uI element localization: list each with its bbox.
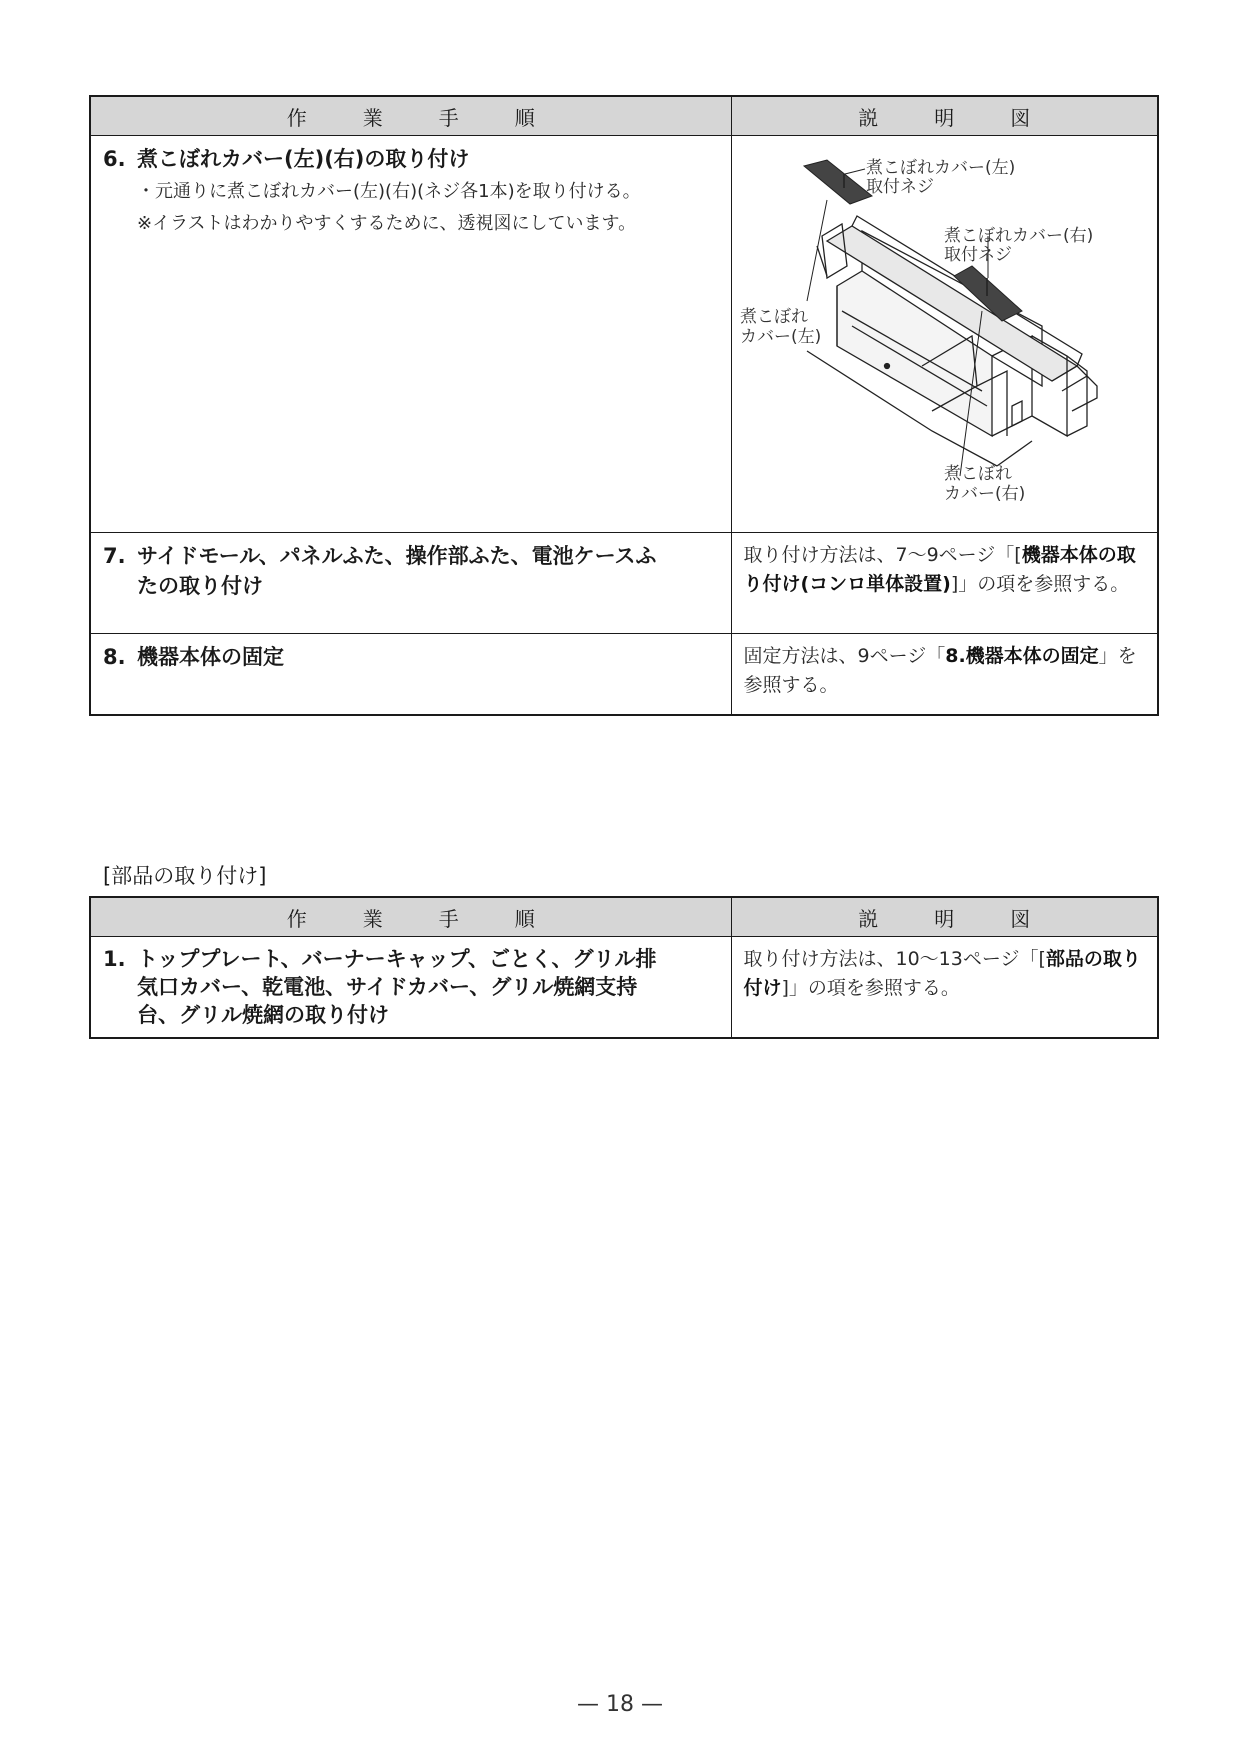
step-title-text: 煮こぼれカバー(左)(右)の取り付け — [137, 147, 470, 171]
table-row — [90, 634, 1158, 716]
header-char: 説 — [858, 105, 879, 130]
table-header-row — [90, 96, 1158, 136]
explanation-reference: 部品の取り付け — [743, 948, 1141, 999]
header-char: 業 — [362, 906, 383, 931]
explanation-text: 」を参照する。 — [743, 645, 1137, 696]
step-title-text: サイドモール、パネルふた、操作部ふた、電池ケースふ — [137, 544, 657, 568]
label-screw-right-line1: 煮こぼれカバー(右) — [943, 226, 1093, 246]
procedure-cell — [90, 634, 731, 716]
step-title — [103, 945, 721, 973]
explanation-text: 取り付け方法は、10〜13ページ「[ — [743, 948, 1046, 970]
illustration-cell — [731, 136, 1158, 533]
header-char: 順 — [514, 105, 535, 130]
explanation-text: ]」の項を参照する。 — [950, 573, 1130, 595]
header-char: 業 — [362, 105, 383, 130]
explanation-text: 固定方法は、9ページ「 — [743, 645, 946, 667]
explanation-cell — [731, 937, 1158, 1039]
step-instruction: ・元通りに煮こぼれカバー(左)(右)(ネジ各1本)を取り付ける。 — [137, 181, 641, 202]
step-number: 1. — [103, 947, 126, 971]
header-char: 順 — [514, 906, 535, 931]
label-cover-right-line1: 煮こぼれ — [943, 464, 1012, 484]
explanation-reference: 8.機器本体の固定 — [945, 645, 1099, 667]
step-number: 8. — [103, 645, 126, 669]
step-title-text: トッププレート、バーナーキャップ、ごとく、グリル排 — [137, 947, 657, 971]
cover-installation-illustration — [732, 136, 1159, 516]
explanation-text: ]」の項を参照する。 — [781, 977, 960, 999]
header-char: 明 — [934, 105, 955, 130]
header-explanation — [731, 96, 1158, 136]
explanation-cell — [731, 634, 1158, 716]
header-char: 手 — [438, 906, 459, 931]
explanation-cell — [731, 533, 1158, 634]
header-char: 明 — [934, 906, 955, 931]
procedure-table-1 — [89, 95, 1159, 716]
procedure-cell — [90, 533, 731, 634]
procedure-cell — [90, 136, 731, 533]
procedure-table-2 — [89, 896, 1159, 1039]
step-title — [103, 144, 721, 174]
step-title-text: 機器本体の固定 — [137, 645, 284, 669]
table-row — [90, 937, 1158, 1039]
procedure-cell — [90, 937, 731, 1039]
header-char: 作 — [286, 906, 307, 931]
label-cover-left-line1: 煮こぼれ — [739, 307, 808, 327]
step-title-continuation: 気口カバー、乾電池、サイドカバー、グリル焼網支持 — [137, 975, 638, 999]
cover-left-plate — [804, 160, 872, 204]
header-char: 説 — [858, 906, 879, 931]
table-header-row — [90, 897, 1158, 937]
header-procedure — [90, 897, 731, 937]
label-screw-left-line1: 煮こぼれカバー(左) — [865, 158, 1015, 178]
page-number: — 18 — — [577, 1692, 663, 1717]
step-number: 7. — [103, 544, 126, 568]
explanation-text: 取り付け方法は、7〜9ページ「[ — [743, 544, 1022, 566]
header-char: 作 — [286, 105, 307, 130]
label-screw-left-line2: 取付ネジ — [865, 177, 934, 197]
step-title — [103, 541, 721, 571]
step-title-continuation: 台、グリル焼網の取り付け — [137, 1003, 389, 1027]
header-explanation — [731, 897, 1158, 937]
header-char: 手 — [438, 105, 459, 130]
label-screw-right-line2: 取付ネジ — [943, 245, 1012, 265]
header-procedure — [90, 96, 731, 136]
section-title: [部品の取り付け] — [103, 864, 267, 888]
table-row — [90, 533, 1158, 634]
header-char: 図 — [1010, 906, 1031, 931]
step-note: ※イラストはわかりやすくするために、透視図にしています。 — [137, 213, 637, 234]
step-title — [103, 642, 721, 672]
table-row — [90, 136, 1158, 533]
step-number: 6. — [103, 147, 126, 171]
explanation-reference: 機器本体の取り付け(コンロ単体設置) — [743, 544, 1136, 595]
step-title-continuation: たの取り付け — [137, 574, 263, 598]
label-cover-right-line2: カバー(右) — [943, 484, 1025, 504]
label-cover-left-line2: カバー(左) — [739, 327, 821, 347]
header-char: 図 — [1010, 105, 1031, 130]
